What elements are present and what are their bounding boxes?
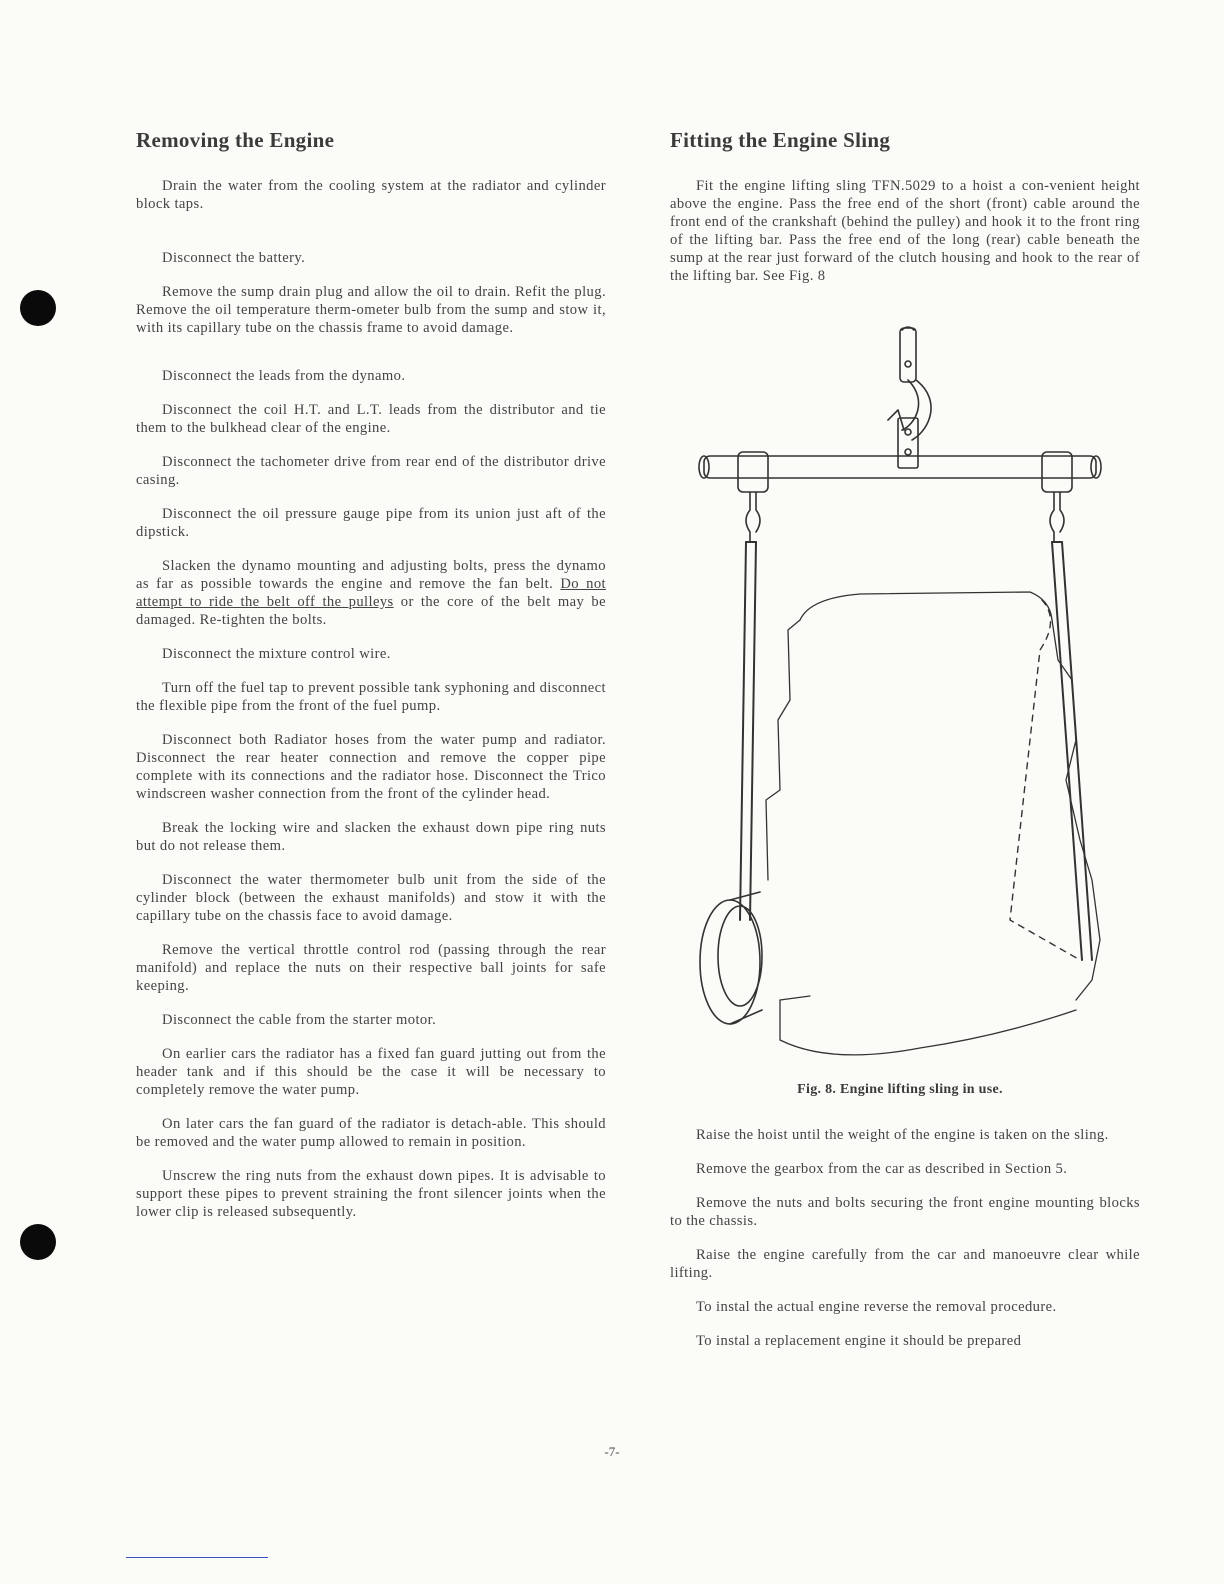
paragraph: Raise the hoist until the weight of the engine is taken on the sling. <box>696 1127 1109 1143</box>
paragraph: On later cars the fan guard of the radiator is detach-able. This should be removed and the water pump allowed to remain in position. <box>136 1116 606 1150</box>
paragraph: Disconnect the oil pressure gauge pipe from its union just aft of the dipstick. <box>136 506 606 540</box>
front-cable <box>740 542 756 920</box>
paragraph-fan-belt <box>136 557 606 629</box>
paragraph: Remove the gearbox from the car as described in Section 5. <box>696 1161 1068 1177</box>
right-column-top <box>670 128 1140 285</box>
paragraph: Disconnect the coil H.T. and L.T. leads from the distributor and tie them to the bulkhead clear of the engine. <box>136 402 606 436</box>
scan-artifact-line <box>126 1557 268 1558</box>
figure-caption: Fig. 8. Engine lifting sling in use. <box>797 1082 1003 1097</box>
underlined-warning: Do not attempt to ride the belt off the pulleys <box>136 576 606 610</box>
left-column <box>136 128 606 1221</box>
paragraph: Break the locking wire and slacken the exhaust down pipe ring nuts but do not release them. <box>136 820 606 854</box>
paragraph: Disconnect the mixture control wire. <box>162 646 391 662</box>
page-number: -7- <box>604 1444 620 1459</box>
section-heading-removing-engine: Removing the Engine <box>136 128 335 152</box>
paragraph: Remove the sump drain plug and allow the oil to drain. Refit the plug. Remove the oil temperature therm-ometer bulb from the sump and stow it, with its capillary tube on the chassis frame to avoid damage. <box>136 284 606 336</box>
paragraph: Remove the vertical throttle control rod (passing through the rear manifold) and replace the nuts on their respective ball joints for safe keeping. <box>136 942 606 994</box>
paragraph: Disconnect both Radiator hoses from the water pump and radiator. Disconnect the rear heater connection and remove the copper pipe complete with its connections and the radiator hose. Disconnect the Trico windscreen washer connection from the front of the cylinder head. <box>136 732 606 802</box>
paragraph: Disconnect the tachometer drive from rear end of the distributor drive casing. <box>136 454 606 488</box>
punch-hole <box>20 1224 56 1260</box>
paragraph: Turn off the fuel tap to prevent possible tank syphoning and disconnect the flexible pipe from the front of the fuel pump. <box>136 680 606 714</box>
paragraph: Fit the engine lifting sling TFN.5029 to a hoist a con-venient height above the engine. Pass the free end of the short (front) cable around the front end of the crankshaft (behind the pulley) and hook it to the front ring of the lifting bar. Pass the free end of the long (rear) cable beneath the sump at the rear just forward of the clutch housing and hook to the rear of the lifting bar. See Fig. 8 <box>670 178 1140 284</box>
cable-hooks <box>746 492 1064 542</box>
paragraph: Raise the engine carefully from the car and manoeuvre clear while lifting. <box>670 1247 1140 1281</box>
crankshaft-pulley <box>700 892 762 1024</box>
paragraph: Disconnect the leads from the dynamo. <box>162 368 406 384</box>
hoist-hook <box>888 327 931 468</box>
paragraph: Disconnect the cable from the starter motor. <box>162 1012 437 1028</box>
section-heading-fitting-sling: Fitting the Engine Sling <box>670 128 891 152</box>
right-column-bottom <box>670 1126 1140 1350</box>
paragraph: Disconnect the water thermometer bulb unit from the side of the cylinder block (between the exhaust manifolds) and stow it with the capillary tube on the chassis face to avoid damage. <box>136 872 606 924</box>
text-run: or the core of the belt may be damaged. Re-tighten the bolts. <box>136 594 606 628</box>
paragraph: To instal the actual engine reverse the removal procedure. <box>696 1299 1057 1315</box>
paragraph: Drain the water from the cooling system at the radiator and cylinder block taps. <box>136 178 606 212</box>
lifting-bar <box>699 452 1101 492</box>
paragraph: Disconnect the battery. <box>162 250 306 266</box>
paragraph: To instal a replacement engine it should be prepared <box>696 1333 1022 1349</box>
engine-block <box>766 592 1100 1055</box>
punch-hole <box>20 290 56 326</box>
paragraph: Unscrew the ring nuts from the exhaust down pipes. It is advisable to support these pipes to prevent straining the front silencer joints when the lower clip is released subsequently. <box>136 1168 606 1220</box>
paragraph: On earlier cars the radiator has a fixed fan guard jutting out from the header tank and if this should be the case it will be necessary to completely remove the water pump. <box>136 1046 606 1098</box>
rear-cable <box>1052 542 1092 960</box>
text-run: Slacken the dynamo mounting and adjusting bolts, press the dynamo as far as possible towards the engine and remove the fan belt. <box>136 558 606 592</box>
engine-sling-illustration <box>680 320 1120 1080</box>
paragraph: Remove the nuts and bolts securing the front engine mounting blocks to the chassis. <box>670 1195 1140 1229</box>
